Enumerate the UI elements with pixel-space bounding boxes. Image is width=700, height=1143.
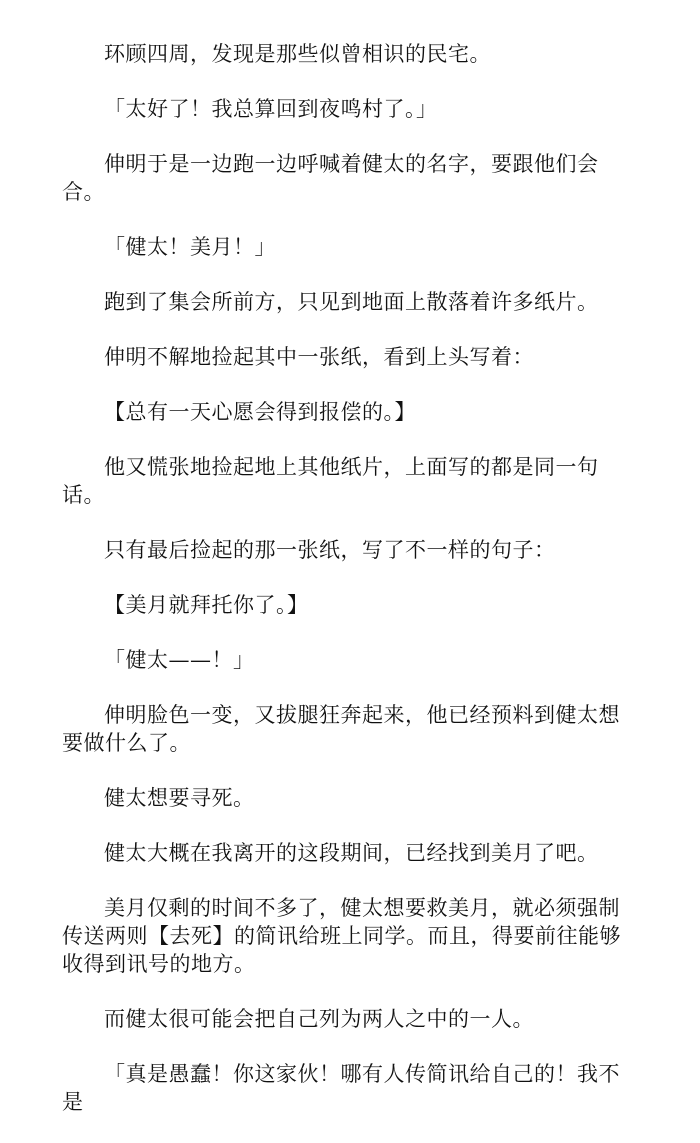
paragraph: 健太大概在我离开的这段期间，已经找到美月了吧。 [104, 841, 599, 865]
paragraph: 环顾四周，发现是那些似曾相识的民宅。 [104, 42, 491, 66]
paragraph: 「健太！美月！」 [104, 235, 276, 259]
paragraph: 【总有一天心愿会得到报偿的。】 [104, 400, 416, 424]
page-body [62, 40, 637, 1143]
paragraph: 伸明于是一边跑一边呼喊着健太的名字，要跟他们会合。 [62, 152, 599, 204]
paragraph: 伸明脸色一变，又拔腿狂奔起来，他已经预料到健太想要做什么了。 [62, 703, 620, 755]
paragraph: 他又慌张地捡起地上其他纸片，上面写的都是同一句话。 [62, 455, 599, 507]
paragraph: 只有最后捡起的那一张纸，写了不一样的句子： [104, 538, 556, 562]
paragraph: 「真是愚蠢！你这家伙！哪有人传简讯给自己的！我不是 [62, 1062, 620, 1114]
paragraph: 【美月就拜托你了。】 [104, 593, 309, 617]
paragraph: 而健太很可能会把自己列为两人之中的一人。 [104, 1007, 534, 1031]
paragraph: 「太好了！我总算回到夜鸣村了。」 [104, 97, 438, 121]
paragraph: 伸明不解地捡起其中一张纸，看到上头写着： [104, 345, 534, 369]
paragraph: 美月仅剩的时间不多了，健太想要救美月，就必须强制传送两则【去死】的简讯给班上同学。而且，得要前往能够收得到讯号的地方。 [62, 896, 621, 976]
paragraph: 健太想要寻死。 [104, 786, 255, 810]
paragraph: 「健太——！」 [104, 648, 255, 672]
paragraph: 跑到了集会所前方，只见到地面上散落着许多纸片。 [104, 290, 599, 314]
